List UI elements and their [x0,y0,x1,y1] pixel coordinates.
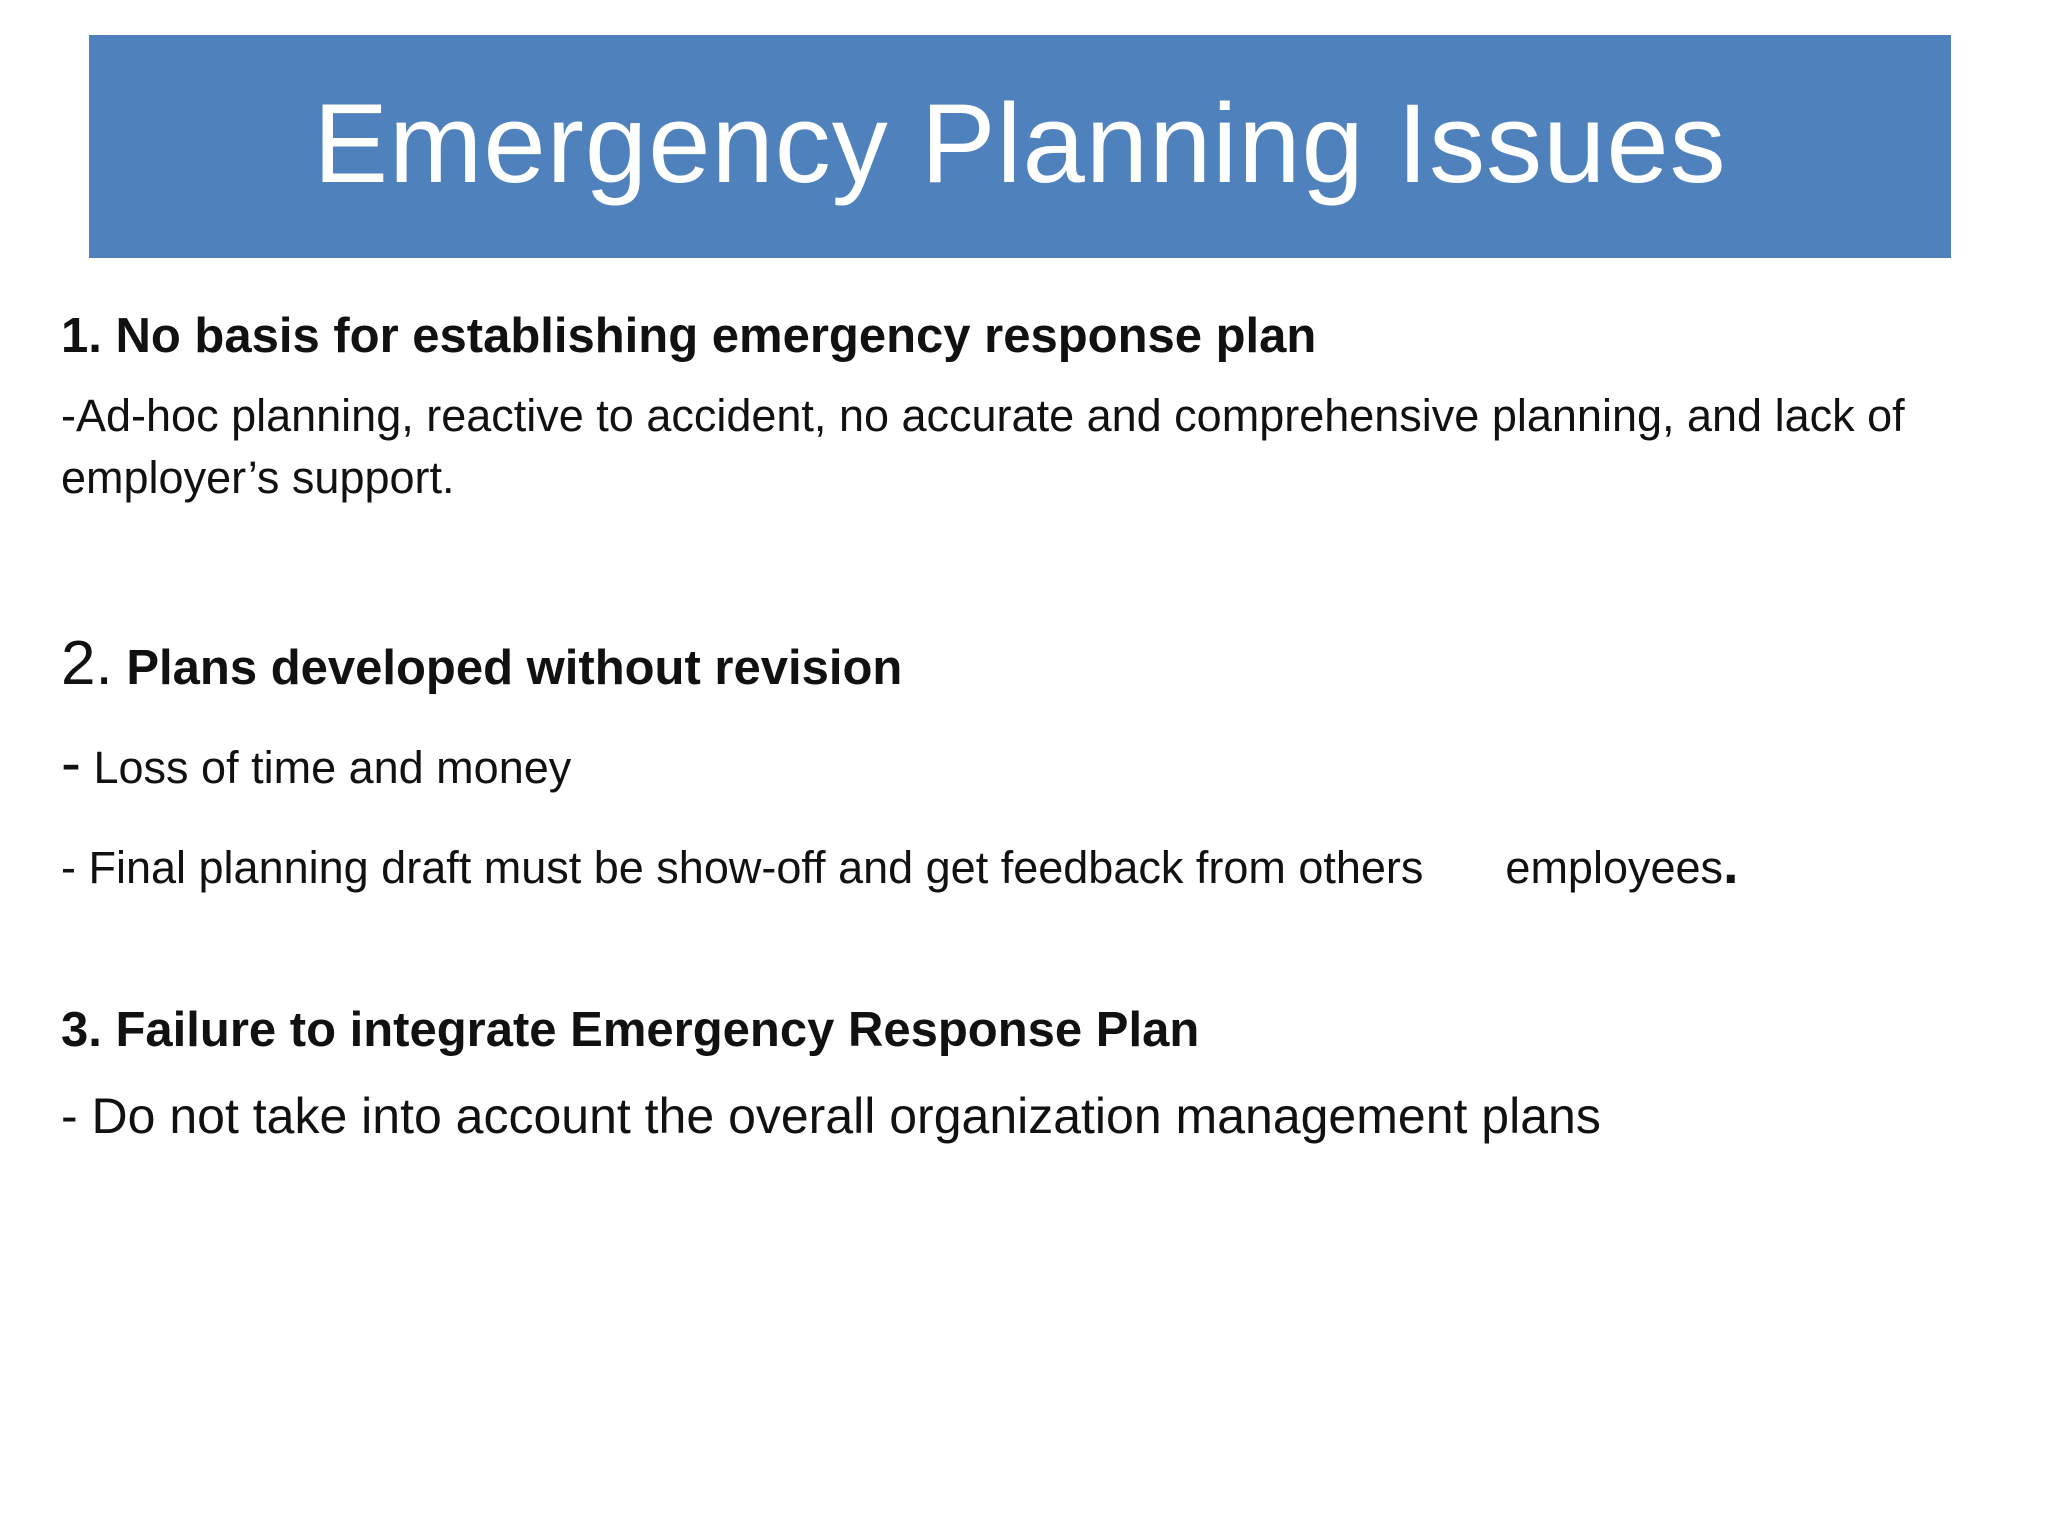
slide-title: Emergency Planning Issues [313,80,1727,206]
section-2-line-1-dash: - [61,729,81,796]
section-2-number: 2. [61,629,113,698]
section-2-heading-text: Plans developed without revision [126,641,903,695]
section-1-line-1: -Ad-hoc planning, reactive to accident, no accurate and comprehensive planning, and lack of [61,390,1905,441]
title-banner [89,35,1951,258]
section-1-heading: 1. No basis for establishing emergency response plan [61,309,1317,363]
section-3-heading: 3. Failure to integrate Emergency Response Plan [61,1003,1200,1057]
section-3-line-1: - Do not take into account the overall organization management plans [61,1088,1601,1144]
section-2-line-2-trailing-word: employees [1505,842,1724,893]
section-1-line-2: employer’s support. [61,452,455,503]
section-2-line-1 [61,729,572,799]
section-2-heading [61,630,902,698]
section-2-line-2-text: - Final planning draft must be show-off and get feedback from others [61,842,1424,893]
section-2-line-2 [61,833,1739,899]
section-2-line-2-period: . [1723,832,1739,895]
section-2-line-1-text: Loss of time and money [93,742,572,793]
